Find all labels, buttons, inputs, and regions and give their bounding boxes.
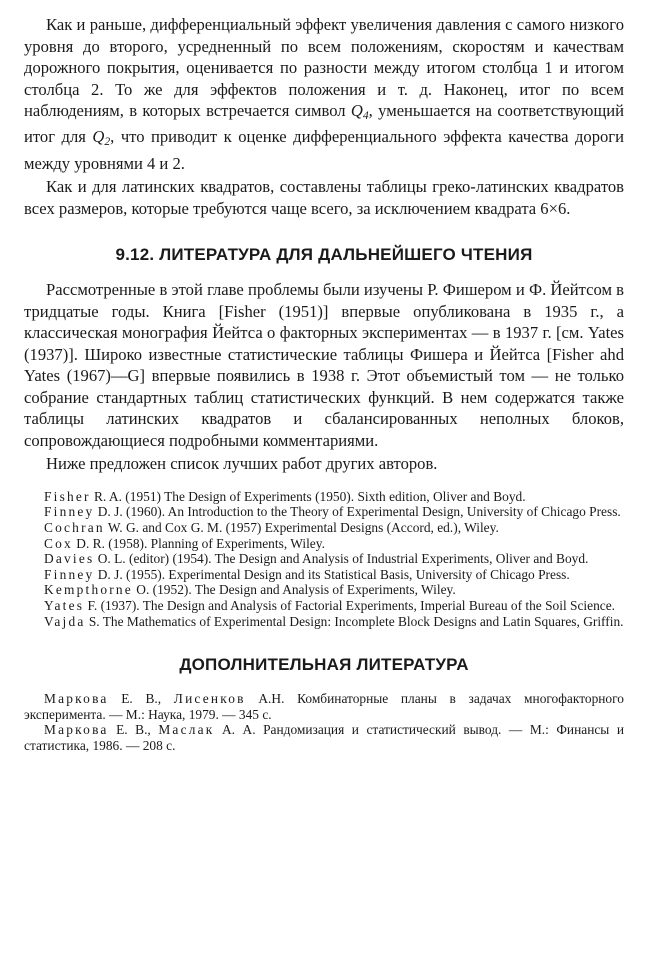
- additional-reference-item: Маркова Е. В., Лисенков А.Н. Комбинаторные планы в задачах многофакторного эксперимента. — М.: Наука, 1979. — 345 с.: [24, 691, 624, 722]
- reference-item: Fisher R. A. (1951) The Design of Experiments (1950). Sixth edition, Oliver and Boyd.: [44, 488, 526, 504]
- reference-item: Finney D. J. (1960). An Introduction to the Theory of Experimental Design, University of Chicago Press.: [44, 504, 621, 520]
- reference-item: Vajda S. The Mathematics of Experimental Design: Incomplete Block Designs and Latin Squares, Griffin.: [44, 613, 624, 629]
- paragraph-fisher-yates: Рассмотренные в этой главе проблемы были изучены Р. Фишером и Ф. Йейтсом в тридцатые годы. Книга [Fisher (1951)] впервые опубликована в 1935 г., а классическая монография Йейтса о факторных экспериментах — в 1937 г. [см. Yates (1937)]. Широко известные статистические таблицы Фишера и Йейтса [Fisher ahd Yates (1967)—G] впервые появились в 1938 г. Этот объемистый том — не только собрание стандартных таблиц статистических функций. В нем содержатся также таблицы латинских квадратов и сбалансированных неполных блоков, сопровождающиеся подробными комментариями.: [24, 280, 624, 450]
- reference-item: Davies O. L. (editor) (1954). The Design and Analysis of Industrial Experiments, Oliver and Boyd.: [44, 551, 589, 567]
- symbol-q2: $Q_2$: [92, 127, 111, 149]
- reference-item: Cox D. R. (1958). Planning of Experiments, Wiley.: [44, 535, 325, 551]
- paragraph-greco-latin: Как и для латинских квадратов, составлены таблицы греко-латинских квадратов всех размеров, которые требуются чаще всего, за исключением квадрата 6×6.: [24, 177, 624, 218]
- paragraph-list-intro: Ниже предложен список лучших работ других авторов.: [46, 454, 438, 474]
- reference-list: [24, 489, 624, 629]
- reference-item: Kempthorne O. (1952). The Design and Analysis of Experiments, Wiley.: [44, 582, 456, 598]
- paragraph-differential-effect: Как и раньше, дифференциальный эффект увеличения давления с самого низкого уровня до второго, усредненный по всем положениям, скоростям и качествам дорожного покрытия, оценивается по разности между итогом столбца 1 и итогом столбца 2. То же для эффектов положения и т. д. Наконец, итог по всем наблюдениям, в которых встречается символ $Q_4$, уменьшается на соответствующий итог для $Q_2$, что приводит к оценке дифференциального эффекта качества дороги между уровнями 4 и 2.: [24, 15, 624, 173]
- reference-item: Finney D. J. (1955). Experimental Design and its Statistical Basis, University of Chicago Press.: [44, 566, 570, 582]
- book-page: [24, 14, 624, 754]
- reference-item: Cochran W. G. and Cox G. M. (1957) Experimental Designs (Accord, ed.), Wiley.: [44, 519, 499, 535]
- additional-reference-list: [24, 691, 624, 753]
- symbol-q4: $Q_4$: [350, 101, 369, 122]
- additional-literature-heading: ДОПОЛНИТЕЛЬНАЯ ЛИТЕРАТУРА: [179, 655, 469, 675]
- additional-reference-item: Маркова Е. В., Маслак А. А. Рандомизация и статистический вывод. — М.: Финансы и статистика, 1986. — 208 с.: [24, 722, 624, 753]
- reference-item: Yates F. (1937). The Design and Analysis of Factorial Experiments, Imperial Bureau of the Soil Science.: [44, 597, 615, 613]
- section-heading: 9.12. ЛИТЕРАТУРА ДЛЯ ДАЛЬНЕЙШЕГО ЧТЕНИЯ: [115, 245, 533, 265]
